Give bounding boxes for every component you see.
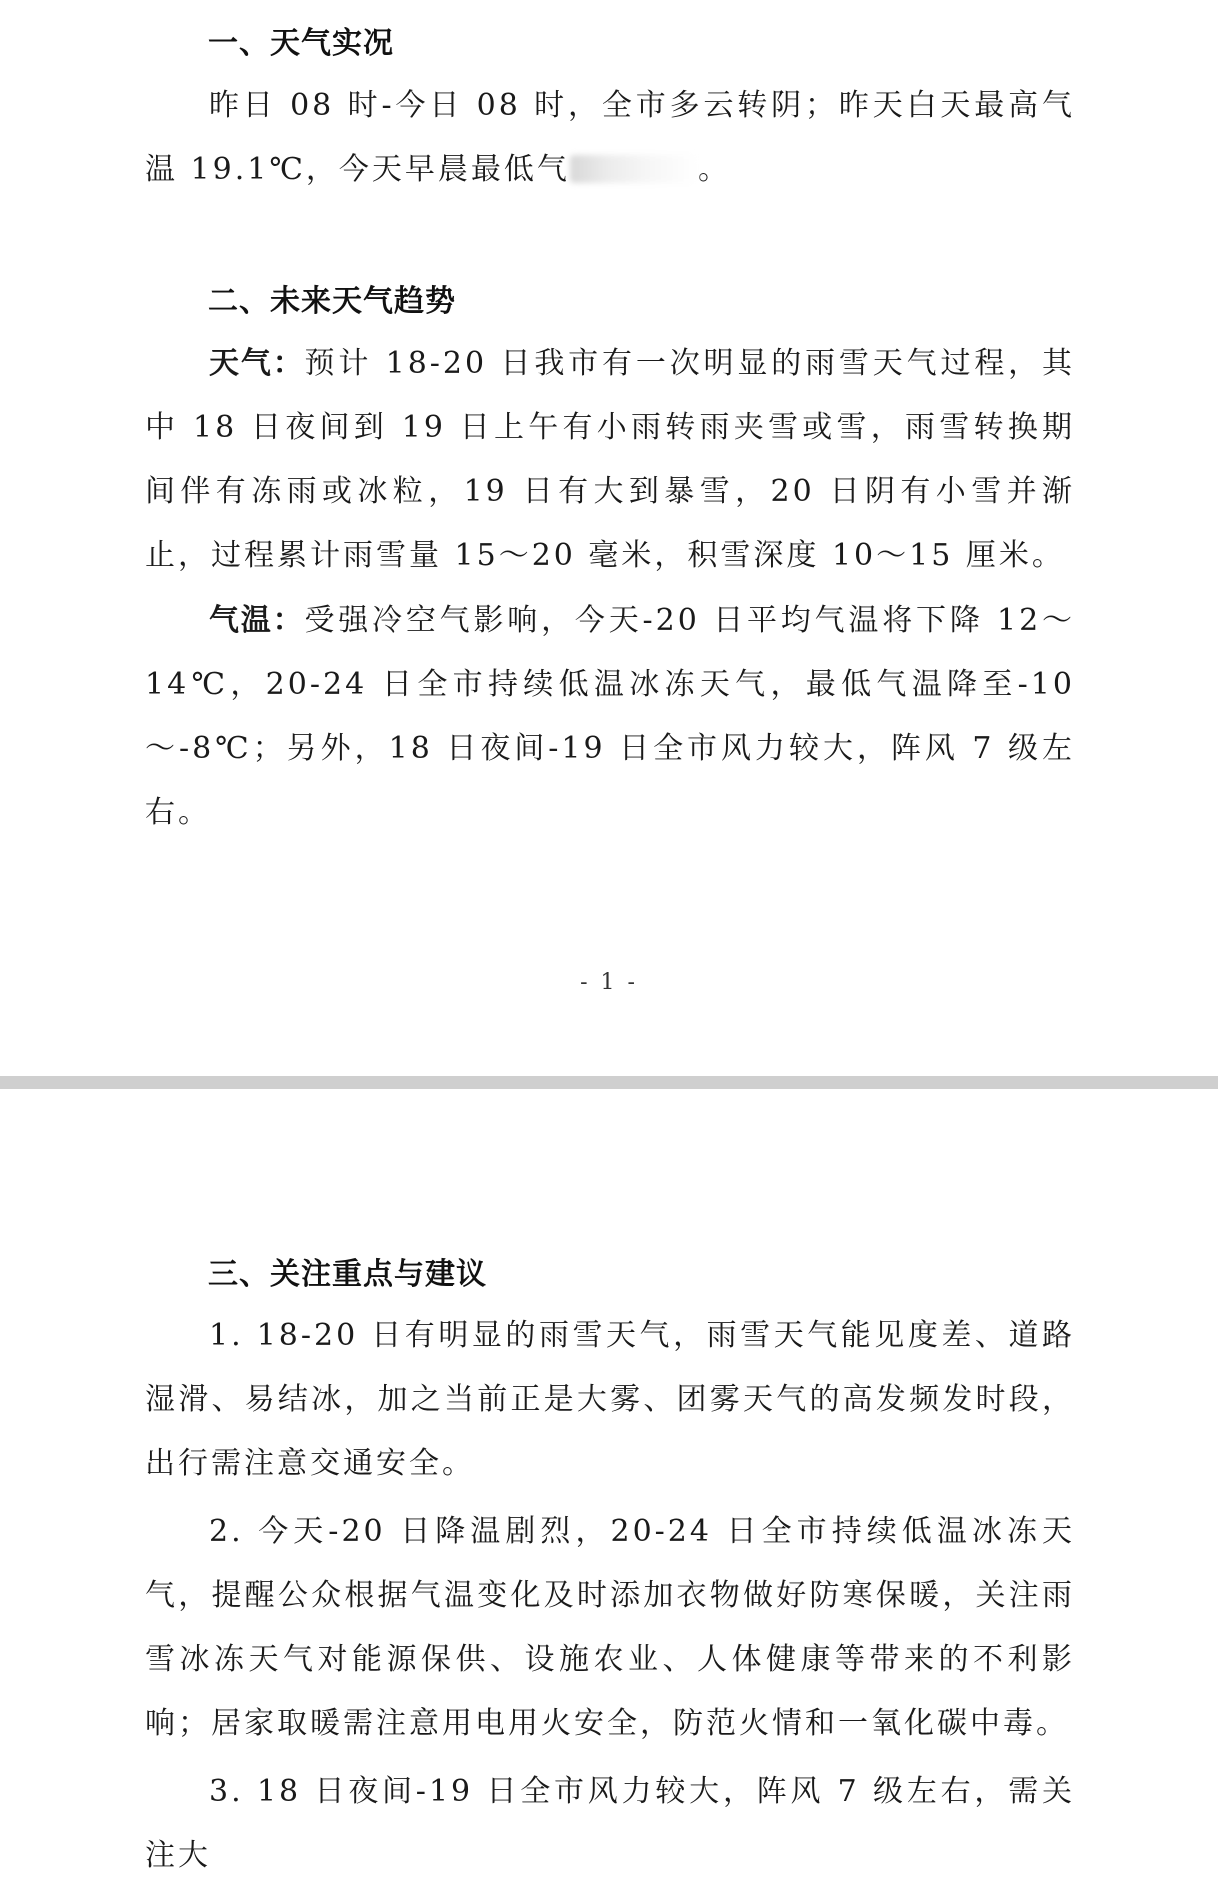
page-separator [0, 1076, 1218, 1089]
weather-observation-ending: 。 [697, 152, 731, 187]
temperature-forecast-paragraph [145, 589, 1075, 845]
section-heading-weather-trend: 二、未来天气趋势 [208, 284, 456, 319]
temperature-forecast-text: 受强冷空气影响，今天-20 日平均气温将下降 12～14℃，20-24 日全市持续低温冰冻天气，最低气温降至-10～-8℃；另外，18 日夜间-19 日全市风力较大，阵风 7 级左右。 [145, 603, 1076, 830]
advice-item-3: 3. 18 日夜间-19 日全市风力较大，阵风 7 级左右，需关注大 [145, 1774, 1075, 1873]
advice-item-1: 1. 18-20 日有明显的雨雪天气，雨雪天气能见度差、道路湿滑、易结冰，加之当前正是大雾、团雾天气的高发频发时段，出行需注意交通安全。 [145, 1318, 1075, 1481]
section-heading-focus-and-advice: 三、关注重点与建议 [208, 1257, 487, 1292]
redacted-blur [570, 155, 698, 183]
temperature-label: 气温： [209, 603, 305, 638]
weather-label: 天气： [209, 346, 305, 381]
weather-forecast-paragraph [145, 332, 1075, 588]
weather-observation-paragraph [145, 74, 1075, 202]
weather-forecast-text: 预计 18-20 日我市有一次明显的雨雪天气过程，其中 18 日夜间到 19 日上午有小雨转雨夹雪或雪，雨雪转换期间伴有冻雨或冰粒，19 日有大到暴雪，20 日阴有小雪并渐止，过程累计雨雪量 15～20 毫米，积雪深度 10～15 厘米。 [145, 346, 1076, 573]
section-heading-weather-observation: 一、天气实况 [208, 26, 394, 61]
page-number: - 1 - [580, 970, 638, 995]
weather-observation-text: 昨日 08 时-今日 08 时，全市多云转阴；昨天白天最高气温 19.1℃，今天早晨最低气 [145, 88, 1075, 187]
advice-item-2: 2. 今天-20 日降温剧烈，20-24 日全市持续低温冰冻天气，提醒公众根据气温变化及时添加衣物做好防寒保暖，关注雨雪冰冻天气对能源保供、设施农业、人体健康等带来的不利影响；居家取暖需注意用电用火安全，防范火情和一氧化碳中毒。 [145, 1514, 1075, 1741]
document-page-2 [0, 1089, 1218, 1873]
